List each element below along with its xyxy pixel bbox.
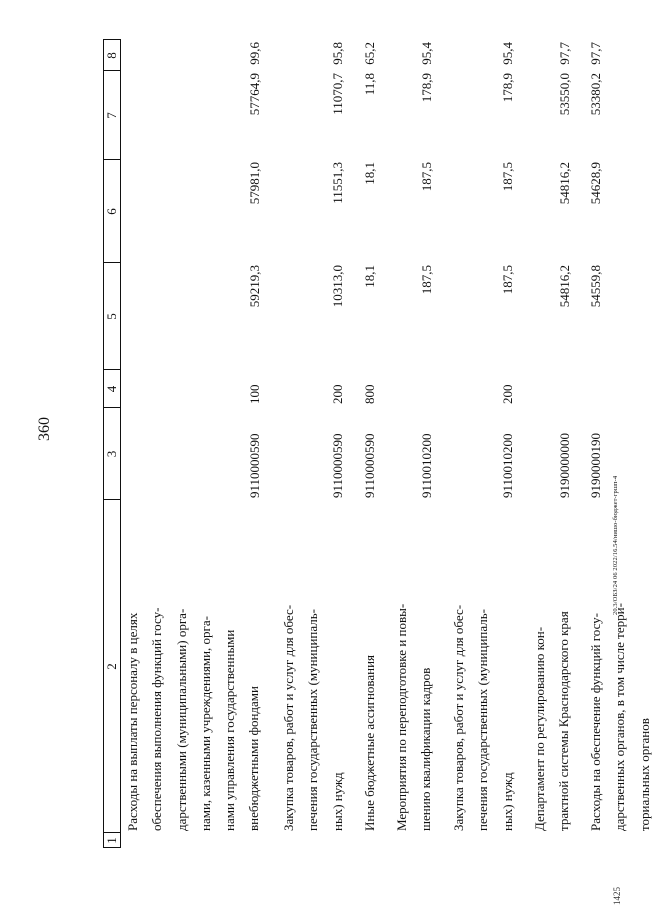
table-row-5-vr: 200 xyxy=(500,384,515,404)
table-row-6-name: Департамент по регулированию кон- трактной системы Краснодарского края xyxy=(532,611,572,831)
table-row-4-col5: 187,5 xyxy=(419,265,434,295)
table-row-5-col6: 187,5 xyxy=(500,162,515,192)
table-row-3-vr: 800 xyxy=(362,384,377,404)
table-row-1-col5: 59219,3 xyxy=(247,265,262,308)
table-row-4-name: Мероприятия по переподготовке и повы- шению квалификации кадров xyxy=(394,603,434,831)
table-row-3-col5: 18,1 xyxy=(362,265,377,288)
table-row-6-col5: 54816,2 xyxy=(557,265,572,308)
table-row-4-col8: 95,4 xyxy=(419,42,434,65)
header-col-1: 1 xyxy=(104,837,119,844)
table-row-3-col7: 11,8 xyxy=(362,73,377,96)
table-row-2-col7: 11070,7 xyxy=(330,73,345,115)
table-row-6-code: 9190000000 xyxy=(557,433,572,498)
table-row-7-code: 9190000190 xyxy=(588,433,603,498)
table-row-3-code: 9110000590 xyxy=(362,433,377,498)
table-row-5-code: 9110010200 xyxy=(500,433,515,498)
table-row-4-col7: 178,9 xyxy=(419,73,434,103)
budget-table xyxy=(103,40,652,848)
header-col-4: 4 xyxy=(104,385,119,393)
table-row-3-col8: 65,2 xyxy=(362,42,377,65)
header-col-3: 3 xyxy=(104,450,119,458)
table-row-2-code: 9110000590 xyxy=(330,433,345,498)
table-row-1-col6: 57981,0 xyxy=(247,162,262,205)
table-row-7-name: Расходы на обеспечение функций госу- дарственных органов, в том числе терри- ториальных органов xyxy=(588,603,652,831)
table-row-2-col5: 10313,0 xyxy=(330,265,345,308)
table-row-5-col8: 95,4 xyxy=(500,42,515,65)
table-row-2-col8: 95,8 xyxy=(330,42,345,65)
table-row-2-vr: 200 xyxy=(330,384,345,404)
table-row-1-vr: 100 xyxy=(247,384,262,404)
table-row-3-name: Иные бюджетные ассигнования xyxy=(362,654,377,831)
table-row-6-col7: 53550,0 xyxy=(557,73,572,116)
header-col-6: 6 xyxy=(104,208,119,215)
footer-stamp: 20.3/ОБЗ/24 06 2022/16.54/нишо-бюджет-гршп-4 xyxy=(612,475,619,615)
page-corner-number: 1425 xyxy=(612,887,622,905)
table-row-7-col6: 54628,9 xyxy=(588,162,603,205)
table-row-4-col6: 187,5 xyxy=(419,162,434,192)
table-row-1-col7: 57764,9 xyxy=(247,73,262,116)
table-row-5-col5: 187,5 xyxy=(500,265,515,295)
table-row-1-name: Расходы на выплаты персоналу в целях обеспечения выполнения функций госу- дарственными (муниципальными) орга- нами, казенными учреждениями, орга- нами управления государственными внебюджетными фондами xyxy=(125,607,262,831)
table-row-2-col6: 11551,3 xyxy=(330,162,345,204)
header-col-5: 5 xyxy=(104,313,119,320)
header-col-7: 7 xyxy=(104,112,119,119)
table-row-2-name: Закупка товаров, работ и услуг для обес- печения государственных (муниципаль- ных) нужд xyxy=(281,604,345,831)
table-row-1-col8: 99,6 xyxy=(247,42,262,65)
page-number: 360 xyxy=(36,417,53,441)
table-row-7-col5: 54559,8 xyxy=(588,265,603,308)
table-row-6-col6: 54816,2 xyxy=(557,162,572,205)
table-row-4-code: 9110010200 xyxy=(419,433,434,498)
table-row-7-col8: 97,7 xyxy=(588,42,603,65)
table-row-6-col8: 97,7 xyxy=(557,42,572,65)
table-row-7-col7: 53380,2 xyxy=(588,73,603,116)
header-col-8: 8 xyxy=(104,52,119,59)
table-row-5-name: Закупка товаров, работ и услуг для обес- печения государственных (муниципаль- ных) нужд xyxy=(451,604,515,831)
table-row-3-col6: 18,1 xyxy=(362,162,377,185)
header-col-2: 2 xyxy=(104,663,119,670)
table-row-1-code: 9110000590 xyxy=(247,433,262,498)
table-row-5-col7: 178,9 xyxy=(500,73,515,103)
